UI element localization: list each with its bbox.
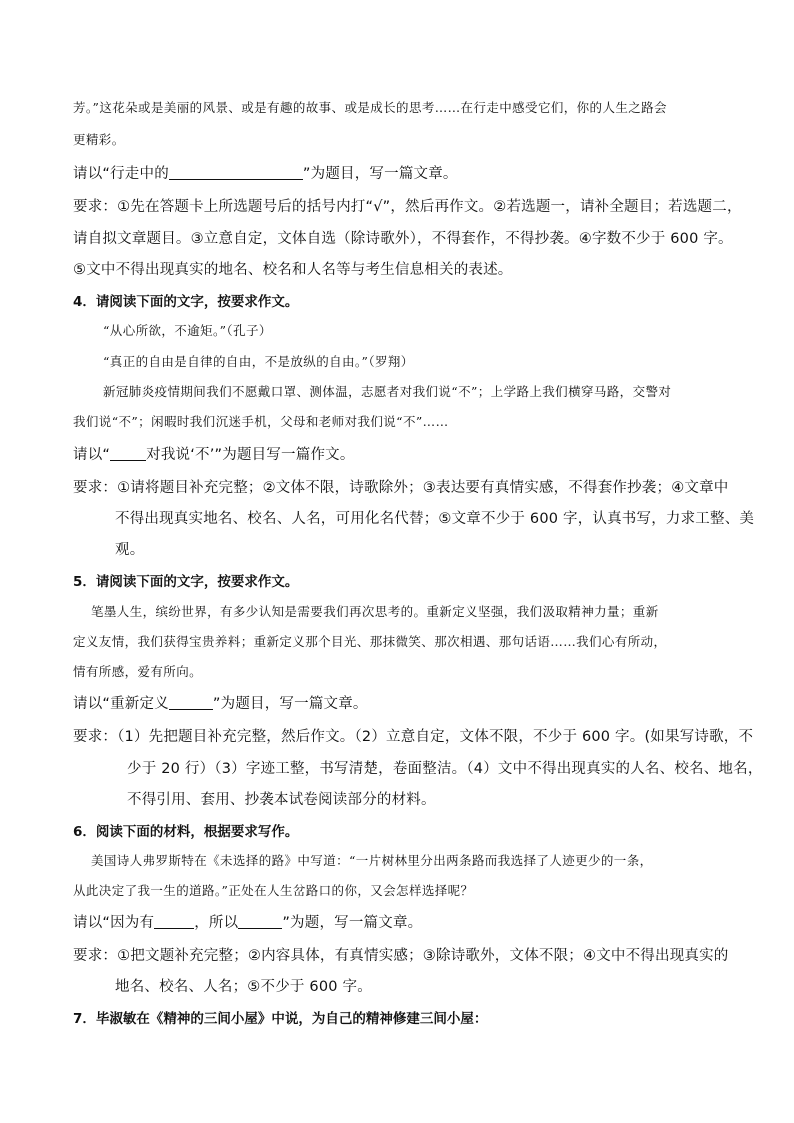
q4-prompt <box>73 443 355 464</box>
intro-prompt-after: ”为题目，写一篇文章。 <box>302 166 458 182</box>
intro-quote-line-1: 芳。”这花朵或是美丽的风景、或是有趣的故事、或是成长的思考……在行走中感受它们，你的人生之路会 <box>73 100 667 115</box>
title-blank <box>169 695 213 710</box>
q6-prompt-part-1: 请以“因为有 <box>73 915 155 931</box>
q4-prompt-before: 请以“ <box>73 447 111 463</box>
q7-heading: 7．毕淑敏在《精神的三间小屋》中说，为自己的精神修建三间小屋： <box>73 1011 488 1027</box>
q5-requirement-line-2: 少于 20 行）（3）字迹工整，书写清楚，卷面整洁。（4）文中不得出现真实的人名、校名、地名， <box>127 761 763 777</box>
intro-requirement-line-2: 请自拟文章题目。③立意自定，文体自选（除诗歌外），不得套作，不得抄袭。④字数不少于 600 字。 <box>73 231 733 247</box>
q5-paragraph-line-1: 笔墨人生，缤纷世界，有多少认知是需要我们再次思考的。重新定义坚强，我们汲取精神力量；重新 <box>91 604 659 619</box>
intro-prompt <box>73 162 458 183</box>
q4-paragraph-line-1: 新冠肺炎疫情期间我们不愿戴口罩、测体温，志愿者对我们说“不”；上学路上我们横穿马路，交警对 <box>103 384 672 399</box>
q6-prompt-part-3: ”为题，写一篇文章。 <box>282 915 423 931</box>
q5-requirement-line-1: 要求：（1）先把题目补充完整，然后作文。（2）立意自定，文体不限，不少于 600 字。(如果写诗歌，不 <box>73 729 754 745</box>
q4-requirement-line-3: 观。 <box>115 542 145 558</box>
intro-prompt-before: 请以“行走中的 <box>73 166 169 182</box>
title-blank <box>154 914 194 929</box>
q4-heading: 4．请阅读下面的文字，按要求作文。 <box>73 294 299 310</box>
q5-paragraph-line-3: 情有所感，爱有所向。 <box>73 664 203 679</box>
title-blank <box>110 446 146 461</box>
intro-requirement-line-1: 要求：①先在答题卡上所选题号后的括号内打“√”，然后再作文。②若选题一，请补全题目；若选题二， <box>73 199 742 215</box>
q6-prompt-part-2: ，所以 <box>194 915 239 931</box>
q6-paragraph-line-2: 从此决定了我一生的道路。”正处在人生岔路口的你，又会怎样选择呢？ <box>73 883 474 898</box>
q4-requirement-line-2: 不得出现真实地名、校名、人名，可用化名代替；⑤文章不少于 600 字，认真书写，力求工整、美 <box>115 511 755 527</box>
q6-prompt <box>73 911 422 932</box>
q5-heading: 5．请阅读下面的文字，按要求作文。 <box>73 574 299 590</box>
q6-requirement-line-2: 地名、校名、人名；⑤不少于 600 字。 <box>115 979 372 995</box>
q5-requirement-line-3: 不得引用、套用、抄袭本试卷阅读部分的材料。 <box>127 792 436 808</box>
q4-quote-2: “真正的自由是自律的自由，不是放纵的自由。”（罗翔） <box>103 354 414 369</box>
q4-paragraph-line-2: 我们说“不”；闲暇时我们沉迷手机，父母和老师对我们说“不”…… <box>73 414 449 429</box>
q5-prompt <box>73 692 368 713</box>
q6-paragraph-line-1: 美国诗人弗罗斯特在《未选择的路》中写道：“一片树林里分出两条路而我选择了人迹更少的一条， <box>91 853 653 868</box>
title-blank <box>238 914 282 929</box>
q5-prompt-after: ”为题目，写一篇文章。 <box>212 696 368 712</box>
q5-paragraph-line-2: 定义友情，我们获得宝贵养料；重新定义那个目光、那抹微笑、那次相遇、那句话语……我们心有所动， <box>73 634 667 649</box>
title-blank <box>169 165 303 180</box>
q6-heading: 6．阅读下面的材料，根据要求写作。 <box>73 824 299 840</box>
q4-requirement-line-1: 要求：①请将题目补充完整；②文体不限，诗歌除外；③表达要有真情实感，不得套作抄袭；④文章中 <box>73 480 729 496</box>
intro-requirement-line-3: ⑤文中不得出现真实的地名、校名和人名等与考生信息相关的表述。 <box>73 262 513 278</box>
q4-prompt-after: 对我说‘不’”为题目写一篇作文。 <box>146 447 355 463</box>
q5-prompt-before: 请以“重新定义 <box>73 696 169 712</box>
q4-quote-1: “从心所欲，不逾矩。”（孔子） <box>103 323 272 338</box>
q6-requirement-line-1: 要求：①把文题补充完整；②内容具体，有真情实感；③除诗歌外，文体不限；④文中不得出现真实的 <box>73 948 729 964</box>
intro-quote-line-2: 更精彩。 <box>73 132 125 147</box>
